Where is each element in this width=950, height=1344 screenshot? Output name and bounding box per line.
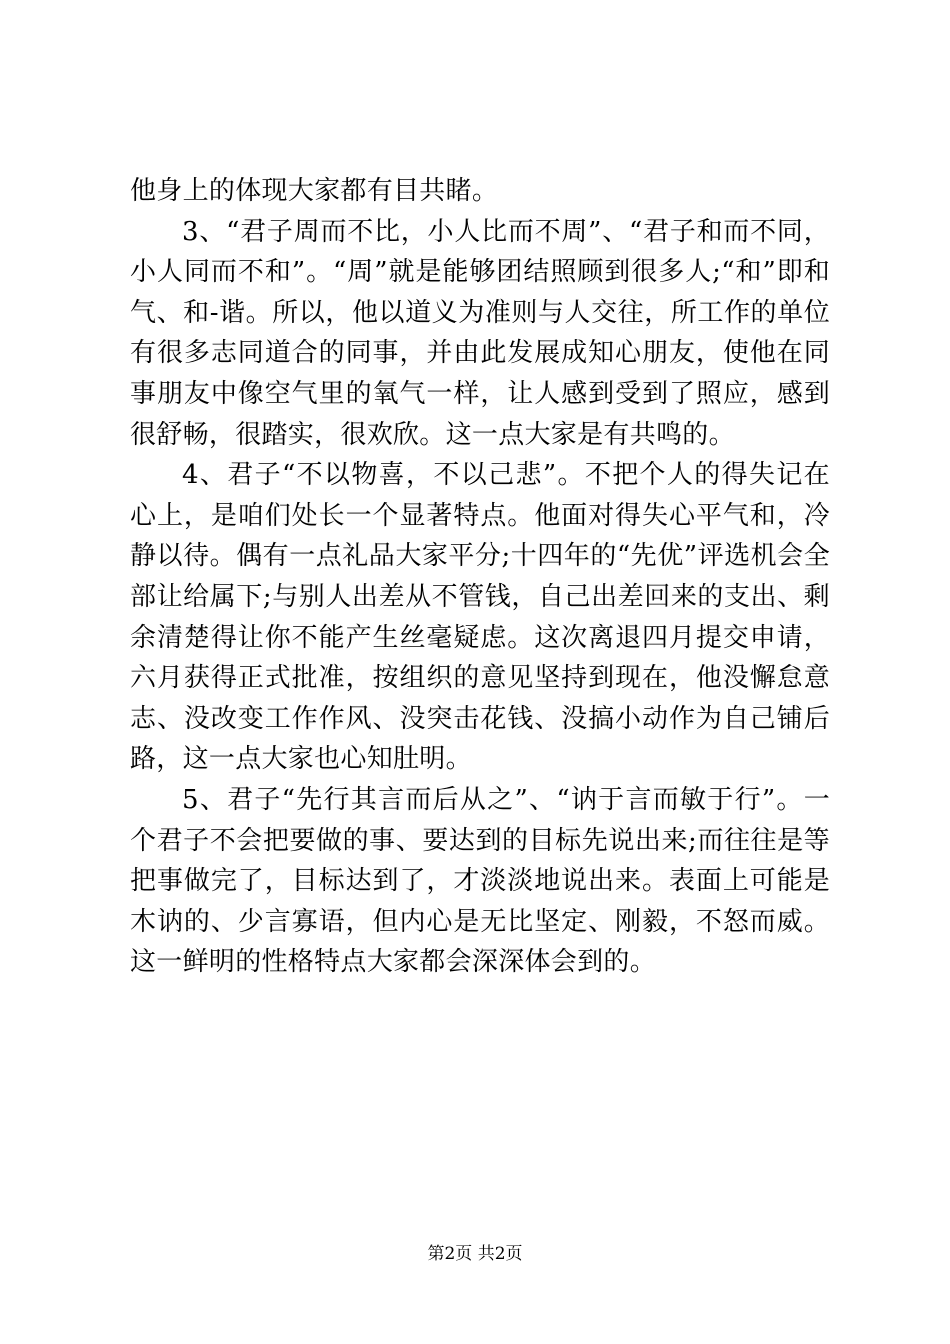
paragraph-point-3: 3、“君子周而不比，小人比而不周”、“君子和而不同，小人同而不和”。“周”就是能够团结照顾到很多人;“和”即和气、和-谐。所以，他以道义为准则与人交往，所工作的单位有很多志同道合的同事，并由此发展成知心朋友，使他在同事朋友中像空气里的氧气一样，让人感到受到了照应，感到很舒畅，很踏实，很欢欣。这一点大家是有共鸣的。 (130, 216, 830, 450)
paragraph-point-5: 5、君子“先行其言而后从之”、“讷于言而敏于行”。一个君子不会把要做的事、要达到的目标先说出来;而往往是等把事做完了，目标达到了，才淡淡地说出来。表面上可能是木讷的、少言寡语，但内心是无比坚定、刚毅，不怒而威。这一鲜明的性格特点大家都会深深体会到的。 (130, 784, 830, 978)
paragraph-continuation: 他身上的体现大家都有目共睹。 (130, 176, 499, 206)
paragraph-point-4: 4、君子“不以物喜，不以己悲”。不把个人的得失记在心上，是咱们处长一个显著特点。他面对得失心平气和，冷静以待。偶有一点礼品大家平分;十四年的“先优”评选机会全部让给属下;与别人出差从不管钱，自己出差回来的支出、剩余清楚得让你不能产生丝毫疑虑。这次离退四月提交申请，六月获得正式批准，按组织的意见坚持到现在，他没懈怠意志、没改变工作作风、没突击花钱、没搞小动作为自己铺后路，这一点大家也心知肚明。 (130, 460, 830, 775)
document-body (130, 171, 830, 983)
page-footer (0, 1242, 950, 1266)
page-number: 第2页 共2页 (427, 1244, 523, 1264)
